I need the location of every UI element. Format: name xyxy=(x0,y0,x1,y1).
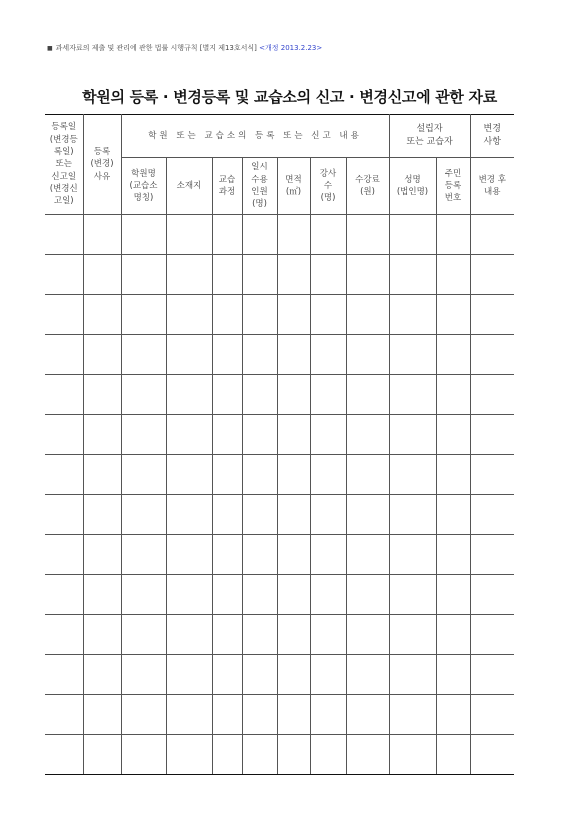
table-cell[interactable] xyxy=(310,695,346,735)
table-cell[interactable] xyxy=(166,255,212,295)
table-row xyxy=(45,495,514,535)
table-cell[interactable] xyxy=(310,295,346,335)
table-cell[interactable] xyxy=(389,415,436,455)
revision-date: <개정 2013.2.23> xyxy=(259,44,323,52)
table-cell[interactable] xyxy=(121,375,166,415)
table-cell[interactable] xyxy=(45,495,83,535)
table-cell[interactable] xyxy=(121,495,166,535)
table-row xyxy=(45,375,514,415)
header-change-group: 변경 사항 xyxy=(470,115,514,158)
table-cell[interactable] xyxy=(389,295,436,335)
table-cell[interactable] xyxy=(45,535,83,575)
table-cell[interactable] xyxy=(346,335,389,375)
table-cell[interactable] xyxy=(389,455,436,495)
table-cell[interactable] xyxy=(212,695,242,735)
table-cell[interactable] xyxy=(346,415,389,455)
table-cell[interactable] xyxy=(166,455,212,495)
table-cell[interactable] xyxy=(83,655,121,695)
table-cell[interactable] xyxy=(212,295,242,335)
table-cell[interactable] xyxy=(346,295,389,335)
table-cell[interactable] xyxy=(277,575,310,615)
table-cell[interactable] xyxy=(242,615,277,655)
table-cell[interactable] xyxy=(242,415,277,455)
table-row xyxy=(45,455,514,495)
table-cell[interactable] xyxy=(470,215,514,255)
table-cell[interactable] xyxy=(45,215,83,255)
table-row xyxy=(45,655,514,695)
table-cell[interactable] xyxy=(436,215,470,255)
table-cell[interactable] xyxy=(166,655,212,695)
header-founder-name: 성명 (법인명) xyxy=(389,158,436,215)
table-cell[interactable] xyxy=(346,615,389,655)
table-cell[interactable] xyxy=(121,655,166,695)
table-cell[interactable] xyxy=(389,695,436,735)
table-body xyxy=(45,215,514,775)
table-cell[interactable] xyxy=(83,335,121,375)
table-cell[interactable] xyxy=(121,415,166,455)
table-cell[interactable] xyxy=(346,535,389,575)
table-cell[interactable] xyxy=(45,655,83,695)
table-cell[interactable] xyxy=(389,535,436,575)
table-cell[interactable] xyxy=(310,615,346,655)
table-cell[interactable] xyxy=(166,735,212,775)
header-tuition: 수강료 (원) xyxy=(346,158,389,215)
table-cell[interactable] xyxy=(83,695,121,735)
table-cell[interactable] xyxy=(212,455,242,495)
table-cell[interactable] xyxy=(389,335,436,375)
table-cell[interactable] xyxy=(389,375,436,415)
table-cell[interactable] xyxy=(346,255,389,295)
table-cell[interactable] xyxy=(166,535,212,575)
table-cell[interactable] xyxy=(212,495,242,535)
header-academy-name: 학원명 (교습소 명칭) xyxy=(121,158,166,215)
table-cell[interactable] xyxy=(121,455,166,495)
table-cell[interactable] xyxy=(310,415,346,455)
table-cell[interactable] xyxy=(277,695,310,735)
table-cell[interactable] xyxy=(121,615,166,655)
table-row xyxy=(45,415,514,455)
table-cell[interactable] xyxy=(83,295,121,335)
table-cell[interactable] xyxy=(242,455,277,495)
table-cell[interactable] xyxy=(45,735,83,775)
header-area: 면적 (㎡) xyxy=(277,158,310,215)
table-cell[interactable] xyxy=(212,335,242,375)
header-instructors: 강사 수 (명) xyxy=(310,158,346,215)
table-cell[interactable] xyxy=(310,575,346,615)
table-cell[interactable] xyxy=(121,335,166,375)
page-title: 학원의 등록 · 변경등록 및 교습소의 신고 · 변경신고에 관한 자료 xyxy=(82,88,497,106)
table-cell[interactable] xyxy=(436,375,470,415)
table-cell[interactable] xyxy=(277,655,310,695)
table-cell[interactable] xyxy=(83,735,121,775)
table-cell[interactable] xyxy=(212,535,242,575)
header-founder-group: 설립자 또는 교습자 xyxy=(389,115,470,158)
table-cell[interactable] xyxy=(277,455,310,495)
table-row xyxy=(45,615,514,655)
table-cell[interactable] xyxy=(277,375,310,415)
form-header xyxy=(47,43,322,53)
table-cell[interactable] xyxy=(277,415,310,455)
table-cell[interactable] xyxy=(212,375,242,415)
table-cell[interactable] xyxy=(277,295,310,335)
table-cell[interactable] xyxy=(242,295,277,335)
table-cell[interactable] xyxy=(277,255,310,295)
table-cell[interactable] xyxy=(389,495,436,535)
table-row xyxy=(45,215,514,255)
table-cell[interactable] xyxy=(470,255,514,295)
table-cell[interactable] xyxy=(436,535,470,575)
table-cell[interactable] xyxy=(212,575,242,615)
report-table xyxy=(45,114,514,775)
table-cell[interactable] xyxy=(310,375,346,415)
table-cell[interactable] xyxy=(121,735,166,775)
table-cell[interactable] xyxy=(83,255,121,295)
table-cell[interactable] xyxy=(470,415,514,455)
table-cell[interactable] xyxy=(242,575,277,615)
header-resident-number: 주민 등록 번호 xyxy=(436,158,470,215)
table-cell[interactable] xyxy=(45,295,83,335)
table-cell[interactable] xyxy=(83,455,121,495)
table-row xyxy=(45,735,514,775)
table-cell[interactable] xyxy=(121,215,166,255)
table-cell[interactable] xyxy=(470,495,514,535)
table-cell[interactable] xyxy=(277,535,310,575)
header-after-change: 변경 후 내용 xyxy=(470,158,514,215)
table-cell[interactable] xyxy=(45,615,83,655)
table-cell[interactable] xyxy=(310,255,346,295)
table-cell[interactable] xyxy=(389,655,436,695)
table-cell[interactable] xyxy=(310,455,346,495)
table-cell[interactable] xyxy=(121,295,166,335)
table-row xyxy=(45,575,514,615)
table-cell[interactable] xyxy=(470,615,514,655)
table-cell[interactable] xyxy=(212,215,242,255)
table-cell[interactable] xyxy=(166,695,212,735)
table-cell[interactable] xyxy=(45,455,83,495)
table-cell[interactable] xyxy=(212,735,242,775)
table-cell[interactable] xyxy=(83,615,121,655)
table-cell[interactable] xyxy=(242,735,277,775)
table-cell[interactable] xyxy=(45,335,83,375)
header-capacity: 일시 수용 인원 (명) xyxy=(242,158,277,215)
table-cell[interactable] xyxy=(242,215,277,255)
table-cell[interactable] xyxy=(346,215,389,255)
table-cell[interactable] xyxy=(346,735,389,775)
table-row xyxy=(45,695,514,735)
table-cell[interactable] xyxy=(470,735,514,775)
table-cell[interactable] xyxy=(212,655,242,695)
table-cell[interactable] xyxy=(310,495,346,535)
table-cell[interactable] xyxy=(310,335,346,375)
table-cell[interactable] xyxy=(436,255,470,295)
table-cell[interactable] xyxy=(436,335,470,375)
table-cell[interactable] xyxy=(277,215,310,255)
table-cell[interactable] xyxy=(166,215,212,255)
table-row xyxy=(45,255,514,295)
table-cell[interactable] xyxy=(389,615,436,655)
table-cell[interactable] xyxy=(389,255,436,295)
table-cell[interactable] xyxy=(212,615,242,655)
table-cell[interactable] xyxy=(45,375,83,415)
table-cell[interactable] xyxy=(242,655,277,695)
table-cell[interactable] xyxy=(166,495,212,535)
table-cell[interactable] xyxy=(346,455,389,495)
table-cell[interactable] xyxy=(389,735,436,775)
header-course: 교습 과정 xyxy=(212,158,242,215)
table-row xyxy=(45,535,514,575)
table-cell[interactable] xyxy=(436,575,470,615)
table-cell[interactable] xyxy=(242,535,277,575)
table-cell[interactable] xyxy=(242,495,277,535)
table-cell[interactable] xyxy=(436,495,470,535)
table-cell[interactable] xyxy=(346,655,389,695)
table-cell[interactable] xyxy=(121,695,166,735)
table-cell[interactable] xyxy=(436,455,470,495)
table-cell[interactable] xyxy=(277,615,310,655)
table-cell[interactable] xyxy=(45,695,83,735)
table-cell[interactable] xyxy=(242,255,277,295)
table-cell[interactable] xyxy=(470,575,514,615)
table-cell[interactable] xyxy=(346,375,389,415)
table-cell[interactable] xyxy=(436,655,470,695)
table-cell[interactable] xyxy=(83,415,121,455)
table-cell[interactable] xyxy=(166,415,212,455)
table-cell[interactable] xyxy=(166,295,212,335)
table-row xyxy=(45,295,514,335)
table-cell[interactable] xyxy=(166,575,212,615)
table-cell[interactable] xyxy=(83,495,121,535)
table-cell[interactable] xyxy=(470,455,514,495)
table-cell[interactable] xyxy=(436,615,470,655)
table-cell[interactable] xyxy=(83,215,121,255)
header-location: 소재지 xyxy=(166,158,212,215)
table-cell[interactable] xyxy=(389,575,436,615)
table-cell[interactable] xyxy=(389,215,436,255)
table-cell[interactable] xyxy=(310,655,346,695)
table-cell[interactable] xyxy=(310,535,346,575)
table-cell[interactable] xyxy=(346,495,389,535)
table-cell[interactable] xyxy=(470,695,514,735)
table-cell[interactable] xyxy=(436,735,470,775)
table-cell[interactable] xyxy=(212,255,242,295)
table-cell[interactable] xyxy=(470,655,514,695)
table-cell[interactable] xyxy=(436,695,470,735)
header-content-group: 학원 또는 교습소의 등록 또는 신고 내용 xyxy=(121,115,389,158)
table-cell[interactable] xyxy=(470,535,514,575)
table-cell[interactable] xyxy=(346,695,389,735)
table-cell[interactable] xyxy=(212,415,242,455)
table-cell[interactable] xyxy=(45,575,83,615)
header-registration-reason: 등록 (변경) 사유 xyxy=(83,115,121,215)
table-cell[interactable] xyxy=(166,375,212,415)
table-cell[interactable] xyxy=(166,335,212,375)
table-cell[interactable] xyxy=(436,415,470,455)
table-cell[interactable] xyxy=(121,255,166,295)
table-cell[interactable] xyxy=(436,295,470,335)
table-cell[interactable] xyxy=(310,215,346,255)
table-cell[interactable] xyxy=(242,375,277,415)
table-cell[interactable] xyxy=(242,335,277,375)
table-cell[interactable] xyxy=(277,335,310,375)
table-cell[interactable] xyxy=(277,735,310,775)
table-cell[interactable] xyxy=(277,495,310,535)
table-cell[interactable] xyxy=(45,415,83,455)
header-registration-date: 등록일 (변경등 록일) 또는 신고일 (변경신 고일) xyxy=(45,115,83,215)
table-cell[interactable] xyxy=(121,535,166,575)
table-cell[interactable] xyxy=(45,255,83,295)
table-cell[interactable] xyxy=(346,575,389,615)
table-cell[interactable] xyxy=(470,335,514,375)
table-cell[interactable] xyxy=(470,375,514,415)
table-cell[interactable] xyxy=(83,535,121,575)
table-cell[interactable] xyxy=(121,575,166,615)
table-cell[interactable] xyxy=(310,735,346,775)
bullet-icon: ■ xyxy=(47,45,53,52)
table-cell[interactable] xyxy=(166,615,212,655)
table-row xyxy=(45,335,514,375)
form-law-reference: 과세자료의 제출 및 관리에 관한 법률 시행규칙 [별지 제13호서식] xyxy=(55,44,257,52)
table-cell[interactable] xyxy=(470,295,514,335)
table-cell[interactable] xyxy=(242,695,277,735)
table-cell[interactable] xyxy=(83,575,121,615)
table-cell[interactable] xyxy=(83,375,121,415)
